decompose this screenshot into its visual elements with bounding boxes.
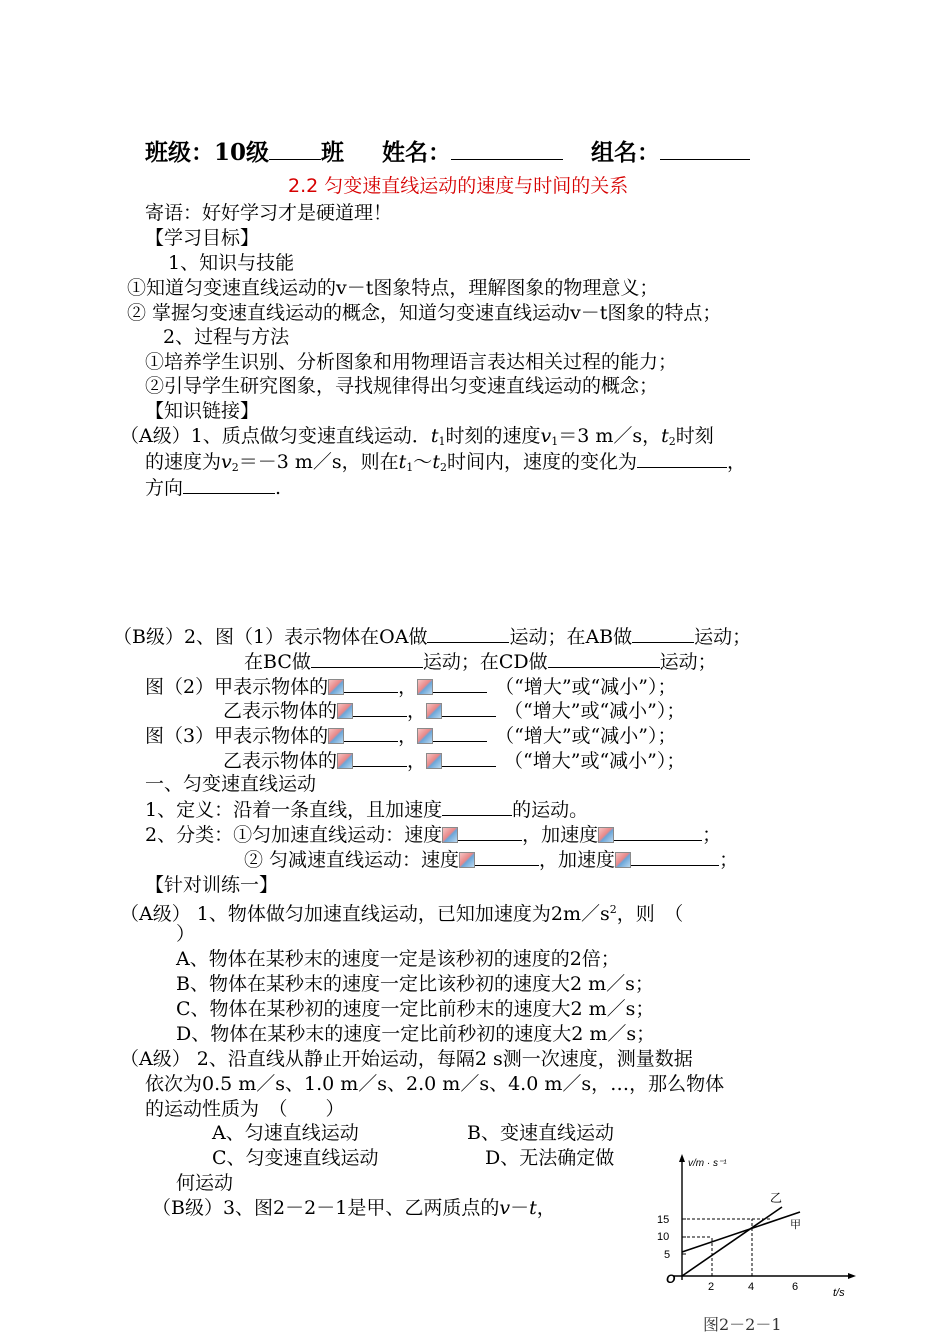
classification-line-2: ② 匀减速直线运动：速度 ，加速度 ；: [244, 849, 739, 871]
training-q1-stem: （A级） 1、物体做匀加速直线运动，已知加速度为$2m/s^2$，则 （: [120, 903, 684, 925]
direction-blank[interactable]: [183, 475, 275, 494]
image-placeholder-icon: [417, 679, 433, 695]
image-placeholder-icon: [442, 827, 458, 843]
link-q2-line2: 在BC做 运动；在CD做 运动；: [244, 651, 717, 673]
image-placeholder-icon: [337, 753, 353, 769]
answer-blank[interactable]: [433, 674, 487, 693]
x-axis-arrow: [848, 1273, 856, 1279]
y-tick-5: 5: [664, 1249, 671, 1261]
training-heading: 【针对训练一】: [145, 874, 279, 896]
y-axis-arrow: [679, 1154, 685, 1162]
line-jia: [682, 1212, 800, 1252]
answer-blank[interactable]: [475, 847, 539, 866]
level-tag: （A级）: [120, 903, 191, 925]
y-tick-15: 15: [657, 1214, 670, 1226]
cd-blank[interactable]: [548, 649, 660, 668]
training-q1-option-b[interactable]: B、物体在某秒末的速度一定比该秒初的速度大2 m／s；: [176, 973, 654, 995]
training-q1-option-d[interactable]: D、物体在某秒末的速度一定比前秒初的速度大2 m／s；: [176, 1023, 656, 1045]
link-q1-line1: （A级）1、质点做匀变速直线运动．$t_1$时刻的速度$v_1=3$ m／s，$t_2$时刻: [120, 425, 714, 448]
definition-line: 1、定义：沿着一条直线，且加速度 的运动。: [145, 799, 589, 821]
image-placeholder-icon: [459, 852, 475, 868]
x-tick-2: 2: [708, 1281, 715, 1293]
training-q1-option-c[interactable]: C、物体在某秒初的速度一定比前秒末的速度大2 m／s；: [176, 998, 655, 1020]
oa-blank[interactable]: [427, 624, 509, 643]
answer-blank[interactable]: [353, 748, 407, 767]
y-tick-10: 10: [657, 1231, 670, 1243]
answer-blank[interactable]: [344, 674, 398, 693]
answer-blank[interactable]: [433, 723, 487, 742]
level-tag: （A级）: [120, 425, 191, 447]
objective-item-1: ①知道匀变速直线运动的v－t图象特点，理解图象的物理意义；: [127, 277, 659, 299]
ab-blank[interactable]: [632, 624, 694, 643]
answer-blank[interactable]: [458, 822, 522, 841]
definition-blank[interactable]: [442, 797, 512, 816]
objectives-sub1: 1、知识与技能: [168, 252, 295, 274]
answer-blank[interactable]: [614, 822, 702, 841]
image-placeholder-icon: [328, 728, 344, 744]
training-q1-close: ）: [176, 923, 196, 945]
bc-blank[interactable]: [311, 649, 423, 668]
velocity-change-blank[interactable]: [637, 449, 727, 468]
fig2-yi-line: 乙表示物体的 ， （“增大”或“减小”）；: [223, 700, 686, 722]
link-heading: 【知识链接】: [145, 400, 260, 422]
image-placeholder-icon: [417, 728, 433, 744]
class-label: 班级：: [145, 139, 214, 166]
image-placeholder-icon: [426, 703, 442, 719]
image-placeholder-icon: [328, 679, 344, 695]
training-q2-option-d-cont: 何运动: [176, 1172, 234, 1194]
image-placeholder-icon: [337, 703, 353, 719]
classification-line-1: 2、分类：①匀加速直线运动：速度 ，加速度 ；: [145, 824, 722, 846]
page-title: 2.2 匀变速直线运动的速度与时间的关系: [288, 175, 629, 197]
y-axis-label: v/m · s⁻¹: [688, 1158, 727, 1169]
fig3-jia-line: 图（3）甲表示物体的 ， （“增大”或“减小”）；: [145, 725, 677, 747]
link-q1-line2: 的速度为$v_2=-3$ m／s，则在$t_1\sim t_2$时间内，速度的变化为 ，: [145, 451, 746, 474]
objective-item-4: ②引导学生研究图象，寻找规律得出匀变速直线运动的概念；: [145, 375, 659, 397]
x-tick-4: 4: [748, 1281, 755, 1293]
objective-item-2: ② 掌握匀变速直线运动的概念，知道匀变速直线运动v－t图象的特点；: [127, 302, 722, 324]
level-tag: （A级）: [120, 1048, 191, 1070]
training-q1-option-a[interactable]: A、物体在某秒末的速度一定是该秒初的速度的2倍；: [176, 948, 620, 970]
grade-text: 10级: [214, 139, 270, 166]
vt-graph: [640, 1152, 870, 1302]
image-placeholder-icon: [615, 852, 631, 868]
training-q2-option-d[interactable]: D、无法确定做: [485, 1147, 615, 1169]
x-tick-6: 6: [792, 1281, 799, 1293]
section1-heading: 一、匀变速直线运动: [145, 773, 317, 795]
objectives-sub2: 2、过程与方法: [163, 326, 290, 348]
class-suffix: 班: [321, 139, 345, 166]
answer-blank[interactable]: [353, 698, 407, 717]
level-tag: （B级）: [152, 1197, 223, 1219]
group-label: 组名：: [591, 139, 661, 166]
training-q3-stem: （B级）3、图2－2－1是甲、乙两质点的v－t，: [152, 1197, 556, 1219]
image-placeholder-icon: [598, 827, 614, 843]
motto: 寄语：好好学习才是硬道理！: [145, 202, 393, 224]
link-q2-line1: （B级）2、图（1）表示物体在OA做 运动；在AB做 运动；: [113, 626, 752, 648]
class-blank[interactable]: [269, 141, 321, 160]
line-yi-label: 乙: [770, 1191, 783, 1205]
answer-blank[interactable]: [631, 847, 719, 866]
training-q2-stem: （A级） 2、沿直线从静止开始运动，每隔2 s测一次速度，测量数据: [120, 1048, 693, 1070]
objective-item-3: ①培养学生识别、分析图象和用物理语言表达相关过程的能力；: [145, 351, 678, 373]
fig3-yi-line: 乙表示物体的 ， （“增大”或“减小”）；: [223, 750, 686, 772]
answer-blank[interactable]: [344, 723, 398, 742]
group-blank[interactable]: [660, 141, 750, 160]
training-q2-stem2: 依次为0.5 m／s、1.0 m／s、2.0 m／s、4.0 m／s，…，那么物体: [145, 1073, 725, 1095]
level-tag: （B级）: [113, 626, 184, 648]
link-q1-line3: 方向 .: [145, 477, 282, 499]
image-placeholder-icon: [426, 753, 442, 769]
answer-blank[interactable]: [442, 698, 496, 717]
name-label: 姓名：: [382, 139, 452, 166]
line-yi: [682, 1207, 782, 1276]
header-line: [145, 139, 750, 167]
training-q2-option-c[interactable]: C、匀变速直线运动: [212, 1147, 379, 1169]
line-jia-label: 甲: [790, 1219, 801, 1231]
name-blank[interactable]: [451, 141, 563, 160]
answer-blank[interactable]: [442, 748, 496, 767]
training-q2-option-a[interactable]: A、匀速直线运动: [212, 1122, 359, 1144]
objectives-heading: 【学习目标】: [145, 227, 260, 249]
x-axis-label: t/s: [833, 1287, 845, 1299]
training-q2-option-b[interactable]: B、变速直线运动: [467, 1122, 614, 1144]
fig2-jia-line: 图（2）甲表示物体的 ， （“增大”或“减小”）；: [145, 676, 677, 698]
figure-caption: 图2－2－1: [703, 1315, 782, 1334]
training-q2-stem3: 的运动性质为 （ ）: [145, 1098, 345, 1120]
origin-label: O: [666, 1272, 676, 1286]
